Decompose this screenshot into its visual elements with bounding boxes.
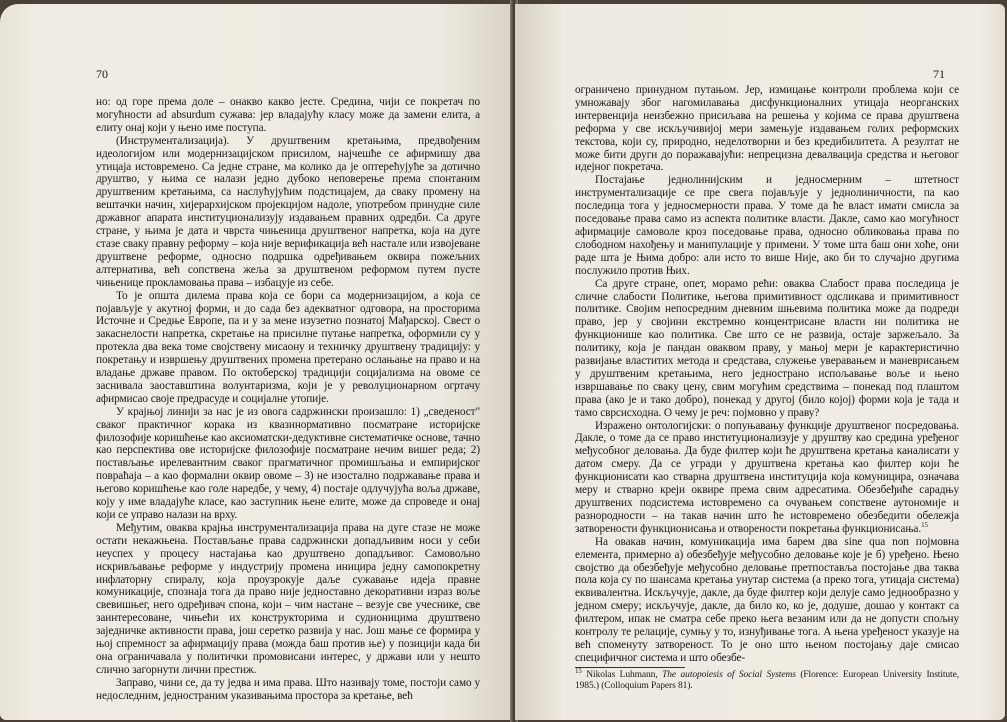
right-page bbox=[515, 4, 1005, 720]
footnote bbox=[575, 666, 959, 692]
paragraph-text: но: од горе према доле – онакво какво јесте. Средина, чији се покретач по могућности ad absurdum сужава: јер владајућу класу може да замени елита, а елиту онај који у њено име поступа. bbox=[96, 96, 480, 134]
paragraph-text: ограничено принудном путањом. Јер, измицање контроли проблема који се умножавају због нагомилавања дисфункционалних утицаја неорганских интервенција неизбежно присиљава на решења у којима се права друштвена реформа у све искључивијој мери замењује издавањем голих реформских текстова, који су, природно, неделотворни и без кредибилитета. А резултат не може бити други до поражавајући: непрецизна девалвација средства и његовог идејног покретача. bbox=[575, 84, 959, 174]
paragraph bbox=[575, 536, 959, 665]
paragraph-text: У крајњој линији за нас је из овога садржински произашло: 1) „сведеност" сваког практичног корака из квазинормативно посматране историјске филозофије коришћење као аксиоматски-дедуктивне систематичке основе, тачно као перспектива ове историјске филозофије посматране нечим вишег реда; 2) постављање ирелевантним сваког прагматичног промишљања и емпиријског повраћаја – а као формални оквир овоме – 3) не изостално подржавање права и његово коришћење као голе наредбе, у чему, 4) постаје одлучујућа воља државе, коју у име владајуће класе, као заступник њене елите, може да спроведе и онај који се управо налази на врху. bbox=[96, 405, 480, 521]
paragraph bbox=[575, 420, 959, 536]
paragraph bbox=[96, 522, 480, 677]
paragraph bbox=[96, 96, 480, 135]
footnote-rule bbox=[575, 667, 685, 668]
paragraph bbox=[96, 135, 480, 290]
page-number: 71 bbox=[933, 67, 945, 81]
footnote-number: 15 bbox=[575, 666, 582, 675]
footnote-author: Nikolas Luhmann, bbox=[586, 669, 658, 680]
page-number: 70 bbox=[96, 67, 108, 81]
paragraph-text: Заправо, чини се, да ту једва и има права. Што називају томе, постоји само у недоследним, једностраним указивањима простора за кретање, већ bbox=[96, 676, 480, 702]
paragraph-text: Изражено онтологијски: о попуњавању функције друштвеног посредовања. Дакле, о томе да се право институционализује у друштву као средина уређеног међусобног деловања. Да буде филтер који ће друштвена кретања каналисати у датом смеру. Да се угради у друштвена кретања као филтер који ће функционисати као стварна друштвена институција која комуницира, означава меру и стварно креји оквире према свим адресатима. Обезбеђиће сарадњу друштвених подсистема истовремено са очувањем сопствене аутономије и разнородности – на такав начин што ће истовремено обезбедити обележја затворености функционисања и отворености покретања функционисања. bbox=[575, 419, 959, 535]
footnote-ref: 15 bbox=[921, 521, 928, 530]
paragraph-text: На овакав начин, комуникација има барем два sine qua non појмовна елемента, примерно а) обезбеђује међусобно деловање које је б) уређено. Њено својство да обезбеђује међусобно деловање претпоставља постојање два таква пола која су по шансама кретања унутар система (а преко тога, утицаја система) еквивалентна. Искључује, дакле, да буде филтер који делује само једнообразно у једном смеру; искључује, дакле, да било ко, ко је, додуше, дошао у контакт са филтером, ипак не сматра себе преко њега везаним или да не допусти спољну контролу те релације, сумњу у то, изнуђивање тога. А њена уређеност указује на већ споменуту затвореност. То је оно што њеном постојању даје смисао специфичног система и што обезбе- bbox=[575, 535, 959, 664]
paragraph bbox=[96, 406, 480, 522]
footnote-title: The autopoiesis of Social Systems bbox=[662, 669, 796, 680]
paragraph-text: Са друге стране, опет, морамо рећи: оваква Слабост права последица је сличне слабости Политике, његова примитивност одсликава и примитивност политике. Својим непосредним дневним шњевима политика може да подреди право, јер у својини екстремно концентрисане власти ни политика не функционише као политика. Све што се не развија, остаје заржељало. За политику, која је пандан оваквом праву, у мањој мери је карактеристично развијање властитих метода и средстава, служење уверавањем и маневрисањем у друштвеним кретањима, него једнострано испољавање воље и њено извршавање по свакy цену, свим могућим средствима – понекад под плаштом права (ако је и тако добро), понекад у другој (било којој) форми која је тада и тамо сврсисходна. О чему је реч: појмовно у праву? bbox=[575, 277, 959, 419]
paragraph bbox=[575, 84, 959, 174]
paragraph-text: Међутим, оваква крајња инструментализација права на дуге стазе не може остати некажњена. Постављање права садржински допадљивим носи у себи неуспех у процесу настајања као друштвено допадљивог. Самовољно искривљавање реформе у индустрију промена иницира једну самопокретну инфлаторну спиралу, која проузрокује даље сужавање идеја правне комуникације, спознаја тога да право није једноставно декоративни израз воље свевишњег, него одређивач спона, који – чим настане – везује све учеснике, све заинтересоване, чињећи их конструкторима и судионицима друштвено заједничке активности права, још серетко развија у нас. Још мање се формира у њој спремност за афирмацију права (можда баш против ње) у позицији када би она ограничавала у политички промовисани интерес, у држави или у нешто слично загорнути лични престиж. bbox=[96, 521, 480, 676]
paragraph bbox=[575, 174, 959, 277]
right-page-body bbox=[575, 84, 959, 692]
paragraph bbox=[575, 278, 959, 420]
paragraph-text: (Инструментализација). У друштвеним кретањима, предвођеним идеологијом или модернизацијском присилом, најчешће се афирмишу два утицаја истовремено. Са једне стране, ма колико да је оптерећујуће за дотично друштво, у њима се налази једно дубоко неповерење према спонтаним друштвеним кретањима, са наслућујућим подстицајем, да сваку промену на вештачки начин, хијерархијском пројекцијом надоле, употребом принудне силе државног апарата институционализују издавањем правних одредби. Са друге стране, у њима је дата и чврста чињеница друштвеног напретка, која на дуге стазе сваку правну реформу – која није верификација већ настале или извојеване друштвене реформе, односно подршка одређивањем оквира пожељних алтернатива, већ сопствена жеља за друштвеном реформом путем пусте чињенице прокламовања права – избацује из себе. bbox=[96, 134, 480, 289]
footnote-rest: (Florence: European University Institute, 1985.) (Colloquium Papers 81). bbox=[575, 669, 959, 691]
paragraph-text: То је општа дилема права која се бори са модернизацијом, а која се појављује у акутној форми, и до сада без адекватног одговора, на просторима Источне и Средње Европе, па и у за мене изузетно познатој Мађарској. Свест о закаснелости напретка, скретање на присилне путање напретка, оформили су у протекла два века томе својствену мисаону и техничку друштвену традицију: у покретању и извршењу друштвених промена претерано ослањање на право и на владање државе правом. По октоберској традицији социјализма на овоме се заснивала заоставштина волунтаризма, који је у револуционарном огртачу афирмисао своје предрасуде и социјалне утопије. bbox=[96, 289, 480, 405]
right-paragraphs bbox=[575, 84, 959, 665]
paragraph bbox=[96, 677, 480, 703]
paragraph bbox=[96, 290, 480, 406]
left-page-body bbox=[96, 96, 480, 703]
left-page bbox=[0, 4, 512, 720]
paragraph-text: Постајање једнолинијским и једносмерним – штетност инструментализације се пре свега појављује у једнолиничности, па као последица тога у једносмерности права. У томе да ће власт имати смисла за поседовање права само из аспекта политике власти. Дакле, само као могућност афирмације самоволе кроз поседовање права, односно обликовања права по слободном нахођењу и манипулацијe у примени. У томе шта баш они хоће, они раде шта је Њима добро: али исто то више Није, ако би то случајно другима послужило против Њих. bbox=[575, 174, 959, 277]
